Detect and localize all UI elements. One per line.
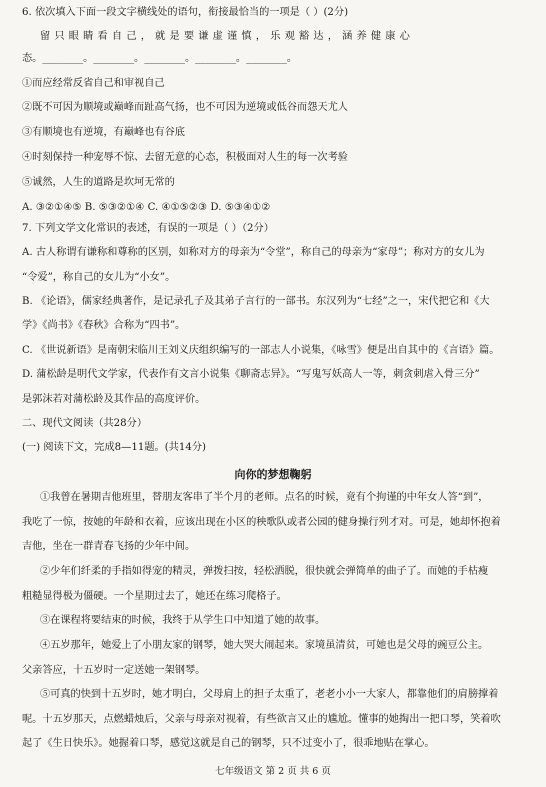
- article-paragraph-3: ③在课程将要结束的时候，我终于从学生口中知道了她的故事。: [40, 615, 326, 626]
- q7-option-a-line-1: A. 古人称谓有谦称和尊称的区别，如称对方的母亲为“令堂”，称自己的母亲为“家母”；称对方的女儿为: [22, 247, 485, 258]
- article-paragraph-5-line-1: ⑤可真的快到十五岁时，她才明白，父母肩上的担子太重了，老老小小一大家人，都靠他们的肩膀撑着: [40, 689, 499, 700]
- article-paragraph-1-line-2: 我吃了一惊，按她的年龄和衣着，应该出现在小区的秧歌队或者公园的健身操行列才对。可是，她却怀抱着: [22, 517, 501, 528]
- q6-options: A. ③②①④⑤ B. ⑤③②①④ C. ④①⑤②③ D. ⑤③④①②: [22, 202, 271, 213]
- article-paragraph-1-line-3: 吉他，坐在一群青春飞扬的少年中间。: [22, 541, 196, 552]
- q7-option-a-line-2: “令爱”，称自己的女儿为“小女”。: [22, 272, 176, 283]
- q7-option-b-line-2: 学》《尚书》《春秋》合称为“四书”。: [22, 320, 186, 331]
- q7-option-d-line-2: 是郭沫若对蒲松龄及其作品的高度评价。: [22, 394, 206, 405]
- article-paragraph-1-line-1: ①我曾在暑期吉他班里，替朋友客串了半个月的老师。点名的时候，竟有个拘谨的中年女人答“到”，: [40, 492, 489, 503]
- q7-option-c: C. 《世说新语》是南朝宋临川王刘义庆组织编写的一部志人小说集，《咏雪》便是出自其中的《言语》篇。: [22, 345, 500, 356]
- q6-sentence-3: ③有顺境也有逆境，有巅峰也有谷底: [22, 127, 185, 138]
- q6-sentence-1: ①而应经常反省自己和审视自己: [22, 78, 165, 89]
- article-paragraph-4-line-2: 父亲答应，十五岁时一定送她一架钢琴。: [22, 665, 206, 676]
- q6-sentence-4: ④时刻保持一种宠辱不惊、去留无意的心态，积极面对人生的每一次考验: [22, 152, 348, 163]
- q6-passage-line-1: 留只眼睛看自己，就是要谦虚谨慎，乐观豁达，涵养健康心: [40, 31, 415, 42]
- article-paragraph-2-line-1: ②少年们纤柔的手指如得宠的精灵，弹拨扫按，轻松洒脱，很快就会弹简单的曲子了。而她的手枯瘦: [40, 566, 489, 577]
- article-title: 向你的梦想鞠躬: [234, 468, 312, 481]
- q7-option-d-line-1: D. 蒲松龄是明代文学家，代表作有文言小说集《聊斋志异》。“写鬼写妖高人一等，刺贪刺虐入骨三分”: [22, 369, 480, 380]
- subsection-heading: (一) 阅读下文，完成8—11题。(共14分): [22, 442, 206, 453]
- article-paragraph-4-line-1: ④五岁那年，她爱上了小朋友家的钢琴，她大哭大闹起来。家境虽清贫，可她也是父母的豌豆公主。: [40, 640, 489, 651]
- q7-option-b-line-1: B. 《论语》，儒家经典著作，是记录孔子及其弟子言行的一部书。东汉列为“七经”之一，宋代把它和《大: [22, 296, 490, 307]
- article-paragraph-5-line-3: 起了《生日快乐》。她握着口琴，感觉这就是自己的钢琴，只不过变小了，很乖地贴在掌心。: [22, 738, 435, 749]
- q7-stem: 7. 下列文学文化常识的表述，有误的一项是（ ）（2分）: [22, 223, 274, 234]
- q6-passage-line-2: 态。________。________。________。________。________。: [22, 53, 298, 64]
- q6-sentence-5: ⑤诚然，人生的道路是坎坷无常的: [22, 177, 175, 188]
- article-paragraph-5-line-2: 呢。十五岁那天，点燃蜡烛后，父亲与母亲对视着，有些欲言又止的尴尬。懂事的她掏出一把口琴，笑着吹: [22, 714, 501, 725]
- article-paragraph-2-line-2: 粗糙显得极为僵硬。一个星期过去了，她还在练习爬格子。: [22, 591, 287, 602]
- section-heading: 二、现代文阅读（共28分）: [22, 418, 148, 429]
- q6-stem: 6. 依次填入下面一段文字横线处的语句，衔接最恰当的一项是（ ）(2分): [22, 7, 349, 18]
- q6-sentence-2: ②既不可因为顺境或巅峰而趾高气扬，也不可因为逆境或低谷而怨天尤人: [22, 102, 348, 113]
- page-footer: 七年级语文 第 2 页 共 6 页: [215, 766, 331, 777]
